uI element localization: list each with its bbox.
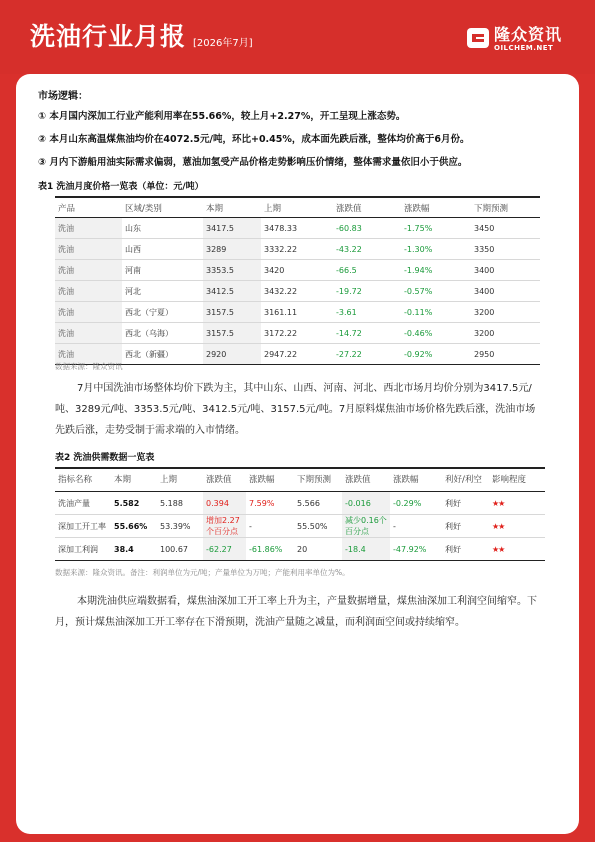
market-summary-paragraph: 7月中国洗油市场整体均价下跌为主，其中山东、山西、河南、河北、西北市场月均价分别为3417.5元/吨、3289元/吨、3353.5元/吨、3412.5元/吨、3157.5元/吨。7月原料煤焦油市场价格先跌后涨，洗油市场先跌后涨，走势受制于需求端的入市情绪。 [55, 383, 536, 436]
table-header-row [55, 468, 545, 492]
cell: -18.4 [342, 538, 390, 561]
price-table [55, 196, 540, 365]
cell: 53.39% [157, 515, 203, 538]
cell: 7.59% [246, 492, 294, 515]
oilchem-logo [466, 26, 576, 56]
cell: 减少0.16个百分点 [342, 515, 390, 538]
header-cell: 涨跌值 [333, 197, 401, 218]
cell: 3172.22 [261, 323, 333, 344]
cell: 3200 [471, 302, 540, 323]
table-row [55, 538, 545, 561]
cell: 3400 [471, 281, 540, 302]
cell: 3420 [261, 260, 333, 281]
cell: 38.4 [111, 538, 157, 561]
supply-summary-paragraph: 本期洗油供应端数据看，煤焦油深加工开工率上升为主，产量数据增量，煤焦油深加工利润空间缩窄。下月，预计煤焦油深加工开工率存在下滑预期，洗油产量随之减量，而利润面空间或持续缩窄。 [55, 596, 537, 628]
cell: 西北（宁夏） [122, 302, 203, 323]
cell: 山西 [122, 239, 203, 260]
header-cell: 影响程度 [489, 468, 545, 492]
table-row [55, 323, 540, 344]
cell: 洗油 [55, 281, 122, 302]
cell: 3478.33 [261, 218, 333, 239]
market-logic-heading: 市场逻辑： [38, 91, 88, 102]
table-row [55, 218, 540, 239]
cell: -14.72 [333, 323, 401, 344]
header-cell: 区域/类别 [122, 197, 203, 218]
logo-url: OILCHEM.NET [494, 44, 554, 52]
cell: -60.83 [333, 218, 401, 239]
header-cell: 本期 [203, 197, 261, 218]
cell: 洗油 [55, 239, 122, 260]
report-title: 洗油行业月报 [30, 22, 187, 51]
impact-stars: ★★ [489, 492, 545, 515]
cell: 增加2.27个百分点 [203, 515, 246, 538]
market-point-3: ③ 月内下游船用油实际需求偏弱，蒽油加氢受产品价格走势影响压价情绪，整体需求量依旧小于供应。 [38, 157, 468, 168]
cell: 3157.5 [203, 323, 261, 344]
cell: -1.30% [401, 239, 471, 260]
cell: -0.92% [401, 344, 471, 365]
cell: -1.75% [401, 218, 471, 239]
cell: 山东 [122, 218, 203, 239]
cell: 55.50% [294, 515, 342, 538]
table-row [55, 515, 545, 538]
cell: 洗油 [55, 344, 122, 365]
report-date: [2026年7月] [193, 38, 253, 49]
cell: - [390, 515, 442, 538]
cell: 西北（新疆） [122, 344, 203, 365]
table-row [55, 281, 540, 302]
cell: 3353.5 [203, 260, 261, 281]
page-header [0, 0, 595, 74]
cell: 利好 [442, 515, 489, 538]
cell: 洗油产量 [55, 492, 111, 515]
cell: 洗油 [55, 218, 122, 239]
cell: 3157.5 [203, 302, 261, 323]
cell: 100.67 [157, 538, 203, 561]
cell: 3350 [471, 239, 540, 260]
header-cell: 利好/利空 [442, 468, 489, 492]
cell: 0.394 [203, 492, 246, 515]
cell: 2950 [471, 344, 540, 365]
cell: -27.22 [333, 344, 401, 365]
cell: 利好 [442, 492, 489, 515]
cell: 利好 [442, 538, 489, 561]
cell: -43.22 [333, 239, 401, 260]
cell: 洗油 [55, 260, 122, 281]
header-cell: 涨跌值 [203, 468, 246, 492]
cell: 3400 [471, 260, 540, 281]
header-cell: 上期 [157, 468, 203, 492]
cell: 3450 [471, 218, 540, 239]
cell: -0.57% [401, 281, 471, 302]
cell: 西北（乌海） [122, 323, 203, 344]
market-point-2: ② 本月山东高温煤焦油均价在4072.5元/吨，环比+0.45%，成本面先跌后涨，整体均价高于6月份。 [38, 134, 470, 145]
logo-e-icon [466, 26, 490, 50]
cell: 3289 [203, 239, 261, 260]
cell: 3161.11 [261, 302, 333, 323]
cell: -0.46% [401, 323, 471, 344]
table-header-row [55, 197, 540, 218]
table1-source: 数据来源：隆众资讯 [55, 362, 123, 371]
table-row [55, 302, 540, 323]
header-cell: 下期预测 [294, 468, 342, 492]
cell: 3200 [471, 323, 540, 344]
cell: -0.29% [390, 492, 442, 515]
table-row [55, 492, 545, 515]
cell: 5.188 [157, 492, 203, 515]
cell: -0.11% [401, 302, 471, 323]
logo-text: 隆众资讯 [494, 25, 563, 44]
cell: 3412.5 [203, 281, 261, 302]
supply-demand-table [55, 467, 545, 561]
header-cell: 本期 [111, 468, 157, 492]
cell: 河南 [122, 260, 203, 281]
cell: -19.72 [333, 281, 401, 302]
impact-stars: ★★ [489, 538, 545, 561]
table-row [55, 239, 540, 260]
cell: 55.66% [111, 515, 157, 538]
header-cell: 涨跌幅 [401, 197, 471, 218]
market-point-1: ① 本月国内深加工行业产能利用率在55.66%，较上月+2.27%，开工呈现上涨态势。 [38, 111, 406, 122]
cell: 3432.22 [261, 281, 333, 302]
cell: 2947.22 [261, 344, 333, 365]
table2-source: 数据来源：隆众资讯。备注：利润单位为元/吨；产量单位为万吨；产能利用率单位为%。 [55, 568, 350, 577]
cell: -66.5 [333, 260, 401, 281]
cell: 洗油 [55, 323, 122, 344]
cell: 2920 [203, 344, 261, 365]
impact-stars: ★★ [489, 515, 545, 538]
cell: 洗油 [55, 302, 122, 323]
cell: 5.566 [294, 492, 342, 515]
cell: 河北 [122, 281, 203, 302]
header-cell: 涨跌幅 [246, 468, 294, 492]
header-cell: 涨跌值 [342, 468, 390, 492]
cell: -0.016 [342, 492, 390, 515]
header-cell: 指标名称 [55, 468, 111, 492]
cell: 3332.22 [261, 239, 333, 260]
cell: - [246, 515, 294, 538]
header-cell: 涨跌幅 [390, 468, 442, 492]
cell: -62.27 [203, 538, 246, 561]
header-cell: 上期 [261, 197, 333, 218]
cell: 深加工开工率 [55, 515, 111, 538]
cell: 20 [294, 538, 342, 561]
cell: 深加工利润 [55, 538, 111, 561]
table1-title: 表1 洗油月度价格一览表（单位：元/吨） [38, 182, 204, 192]
cell: -3.61 [333, 302, 401, 323]
cell: -47.92% [390, 538, 442, 561]
header-cell: 产品 [55, 197, 122, 218]
header-cell: 下期预测 [471, 197, 540, 218]
table-row [55, 260, 540, 281]
cell: 3417.5 [203, 218, 261, 239]
cell: 5.582 [111, 492, 157, 515]
table2-title: 表2 洗油供需数据一览表 [55, 453, 155, 463]
cell: -61.86% [246, 538, 294, 561]
cell: -1.94% [401, 260, 471, 281]
